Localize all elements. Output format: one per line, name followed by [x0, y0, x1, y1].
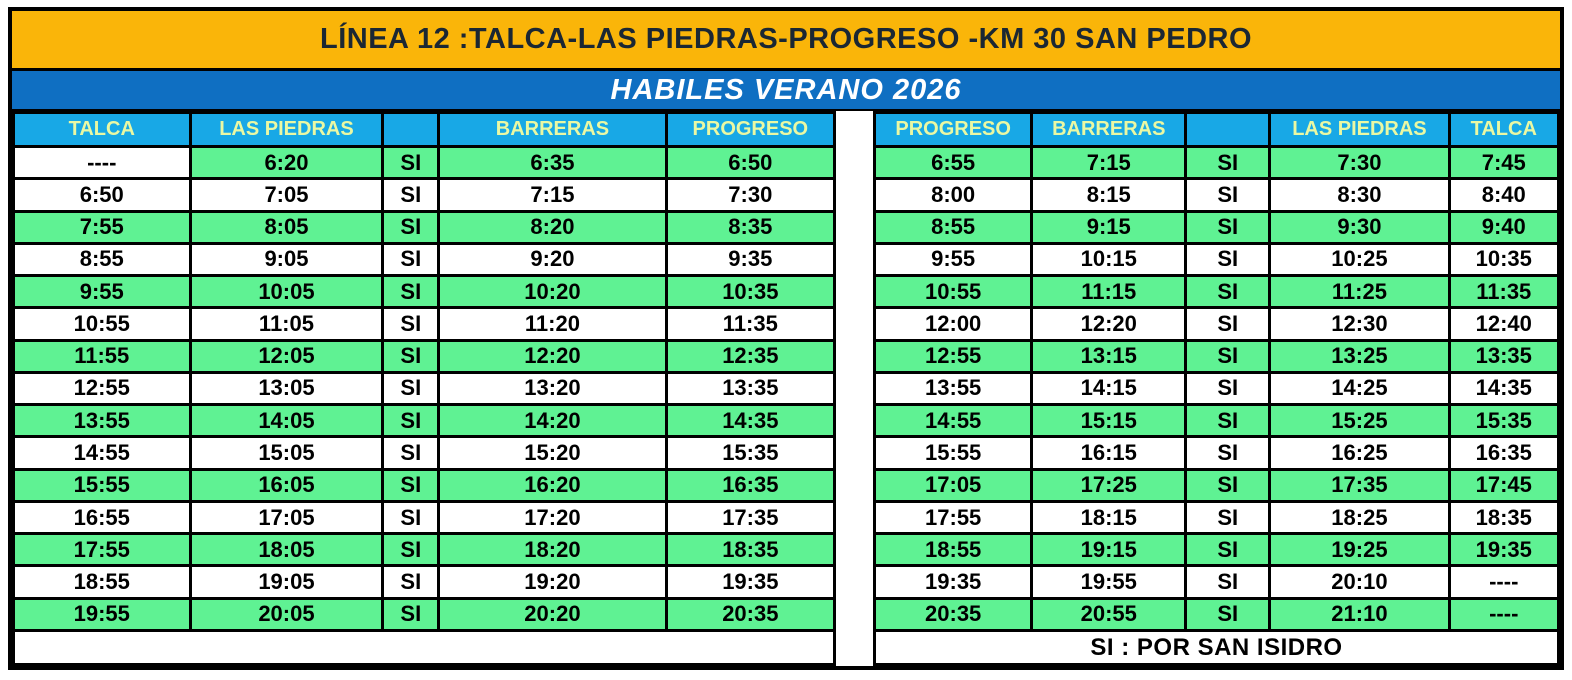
time-cell: 15:25 — [1270, 405, 1449, 437]
time-cell: 20:35 — [875, 598, 1032, 630]
via-san-isidro-cell: SI — [383, 405, 439, 437]
via-san-isidro-cell: SI — [1186, 147, 1270, 179]
time-cell: 17:05 — [190, 501, 383, 533]
via-san-isidro-cell: SI — [383, 179, 439, 211]
table-row — [875, 372, 1559, 404]
column-header-progreso: PROGRESO — [875, 113, 1032, 147]
time-cell: 20:10 — [1270, 566, 1449, 598]
time-cell: 17:55 — [875, 501, 1032, 533]
time-cell: 16:35 — [1449, 437, 1558, 469]
header-row — [14, 113, 835, 147]
table-row — [875, 308, 1559, 340]
column-header-barreras: BARRERAS — [439, 113, 666, 147]
time-cell: 20:05 — [190, 598, 383, 630]
time-cell: 14:25 — [1270, 372, 1449, 404]
time-cell: 13:55 — [14, 405, 191, 437]
time-cell: 16:25 — [1270, 437, 1449, 469]
table-row — [14, 437, 835, 469]
time-cell: 8:55 — [14, 243, 191, 275]
column-header-si — [383, 113, 439, 147]
time-cell: 14:15 — [1032, 372, 1186, 404]
line-title: LÍNEA 12 :TALCA-LAS PIEDRAS-PROGRESO -KM 30 SAN PEDRO — [319, 23, 1253, 55]
table-row — [14, 598, 835, 630]
outbound-footer-note — [14, 631, 835, 665]
time-cell: 17:35 — [666, 501, 834, 533]
via-san-isidro-cell: SI — [383, 211, 439, 243]
time-cell: 10:35 — [1449, 243, 1558, 275]
time-cell: 13:55 — [875, 372, 1032, 404]
tables-area — [12, 111, 1560, 666]
time-cell: 15:55 — [14, 469, 191, 501]
table-row — [14, 501, 835, 533]
time-cell: 10:20 — [439, 276, 666, 308]
time-cell: 15:20 — [439, 437, 666, 469]
time-cell: 14:35 — [1449, 372, 1558, 404]
time-cell: 20:35 — [666, 598, 834, 630]
column-header-las-piedras: LAS PIEDRAS — [1270, 113, 1449, 147]
footer-row — [14, 631, 835, 665]
time-cell: 14:55 — [875, 405, 1032, 437]
table-row — [875, 211, 1559, 243]
time-cell: 13:05 — [190, 372, 383, 404]
footer-row — [875, 631, 1559, 665]
time-cell: 15:15 — [1032, 405, 1186, 437]
via-san-isidro-cell: SI — [383, 372, 439, 404]
time-cell: 19:35 — [1449, 534, 1558, 566]
table-row — [14, 340, 835, 372]
column-header-si — [1186, 113, 1270, 147]
via-san-isidro-cell: SI — [1186, 598, 1270, 630]
table-row — [14, 211, 835, 243]
time-cell: 18:35 — [666, 534, 834, 566]
header-row — [875, 113, 1559, 147]
via-san-isidro-cell: SI — [383, 534, 439, 566]
via-san-isidro-cell: SI — [1186, 211, 1270, 243]
time-cell: 20:55 — [1032, 598, 1186, 630]
time-cell: 11:35 — [1449, 276, 1558, 308]
time-cell: 8:15 — [1032, 179, 1186, 211]
time-cell: 10:55 — [14, 308, 191, 340]
column-header-las-piedras: LAS PIEDRAS — [190, 113, 383, 147]
time-cell: 8:40 — [1449, 179, 1558, 211]
time-cell: 19:05 — [190, 566, 383, 598]
time-cell: 8:20 — [439, 211, 666, 243]
time-cell: 8:05 — [190, 211, 383, 243]
table-row — [14, 372, 835, 404]
table-row — [14, 534, 835, 566]
time-cell: 11:15 — [1032, 276, 1186, 308]
time-cell: 9:30 — [1270, 211, 1449, 243]
timetable-frame — [8, 7, 1564, 670]
time-cell: 7:30 — [1270, 147, 1449, 179]
time-cell: 11:55 — [14, 340, 191, 372]
time-cell: 10:15 — [1032, 243, 1186, 275]
via-san-isidro-cell: SI — [1186, 243, 1270, 275]
table-row — [875, 340, 1559, 372]
table-row — [875, 405, 1559, 437]
time-cell: 16:35 — [666, 469, 834, 501]
via-san-isidro-cell: SI — [1186, 469, 1270, 501]
table-row — [875, 566, 1559, 598]
time-cell: 8:35 — [666, 211, 834, 243]
via-san-isidro-cell: SI — [383, 340, 439, 372]
table-row — [875, 437, 1559, 469]
time-cell: 17:55 — [14, 534, 191, 566]
via-san-isidro-cell: SI — [383, 501, 439, 533]
time-cell: 15:35 — [666, 437, 834, 469]
outbound-timetable — [12, 111, 836, 666]
time-cell: 19:55 — [1032, 566, 1186, 598]
time-cell: 7:45 — [1449, 147, 1558, 179]
time-cell: 18:35 — [1449, 501, 1558, 533]
via-san-isidro-cell: SI — [383, 469, 439, 501]
via-san-isidro-cell: SI — [1186, 566, 1270, 598]
season-subtitle-bar — [12, 71, 1560, 111]
time-cell: ---- — [1449, 598, 1558, 630]
time-cell: 8:00 — [875, 179, 1032, 211]
time-cell: 17:35 — [1270, 469, 1449, 501]
via-san-isidro-cell: SI — [383, 243, 439, 275]
time-cell: 19:55 — [14, 598, 191, 630]
time-cell: 8:30 — [1270, 179, 1449, 211]
time-cell: 17:05 — [875, 469, 1032, 501]
time-cell: 7:30 — [666, 179, 834, 211]
table-row — [14, 179, 835, 211]
time-cell: 18:05 — [190, 534, 383, 566]
time-cell: 13:35 — [1449, 340, 1558, 372]
via-san-isidro-cell: SI — [383, 598, 439, 630]
time-cell: 9:15 — [1032, 211, 1186, 243]
time-cell: 6:20 — [190, 147, 383, 179]
time-cell: 19:25 — [1270, 534, 1449, 566]
time-cell: 14:05 — [190, 405, 383, 437]
time-cell: 18:15 — [1032, 501, 1186, 533]
time-cell: 19:15 — [1032, 534, 1186, 566]
time-cell: 12:55 — [14, 372, 191, 404]
time-cell: 11:35 — [666, 308, 834, 340]
time-cell: 10:55 — [875, 276, 1032, 308]
time-cell: 19:35 — [666, 566, 834, 598]
table-row — [14, 308, 835, 340]
via-san-isidro-cell: SI — [1186, 308, 1270, 340]
table-row — [875, 276, 1559, 308]
time-cell: 7:15 — [1032, 147, 1186, 179]
time-cell: 15:55 — [875, 437, 1032, 469]
time-cell: 7:55 — [14, 211, 191, 243]
time-cell: 13:35 — [666, 372, 834, 404]
return-timetable — [873, 111, 1560, 666]
time-cell: 9:55 — [875, 243, 1032, 275]
table-row — [14, 147, 835, 179]
time-cell: 13:15 — [1032, 340, 1186, 372]
time-cell: 11:25 — [1270, 276, 1449, 308]
time-cell: 10:35 — [666, 276, 834, 308]
time-cell: 12:55 — [875, 340, 1032, 372]
time-cell: 9:40 — [1449, 211, 1558, 243]
time-cell: 17:25 — [1032, 469, 1186, 501]
time-cell: 9:35 — [666, 243, 834, 275]
table-row — [875, 469, 1559, 501]
time-cell: ---- — [1449, 566, 1558, 598]
via-san-isidro-cell: SI — [1186, 372, 1270, 404]
time-cell: 17:45 — [1449, 469, 1558, 501]
via-san-isidro-cell: SI — [383, 308, 439, 340]
time-cell: 6:50 — [666, 147, 834, 179]
table-row — [875, 243, 1559, 275]
via-san-isidro-cell: SI — [1186, 179, 1270, 211]
time-cell: 18:25 — [1270, 501, 1449, 533]
time-cell: 18:55 — [14, 566, 191, 598]
column-header-talca: TALCA — [14, 113, 191, 147]
table-row — [14, 243, 835, 275]
time-cell: 16:55 — [14, 501, 191, 533]
time-cell: 19:35 — [875, 566, 1032, 598]
time-cell: 13:25 — [1270, 340, 1449, 372]
time-cell: 12:40 — [1449, 308, 1558, 340]
via-san-isidro-cell: SI — [383, 437, 439, 469]
time-cell: 9:05 — [190, 243, 383, 275]
time-cell: 14:55 — [14, 437, 191, 469]
time-cell: 15:05 — [190, 437, 383, 469]
time-cell: 12:35 — [666, 340, 834, 372]
via-san-isidro-cell: SI — [1186, 534, 1270, 566]
time-cell: 18:55 — [875, 534, 1032, 566]
time-cell: 12:00 — [875, 308, 1032, 340]
via-san-isidro-cell: SI — [1186, 340, 1270, 372]
time-cell: 12:20 — [1032, 308, 1186, 340]
via-san-isidro-cell: SI — [383, 276, 439, 308]
table-row — [875, 147, 1559, 179]
time-cell: 10:05 — [190, 276, 383, 308]
time-cell: 9:20 — [439, 243, 666, 275]
time-cell: 12:30 — [1270, 308, 1449, 340]
time-cell: 12:05 — [190, 340, 383, 372]
time-cell: 18:20 — [439, 534, 666, 566]
time-cell: 16:05 — [190, 469, 383, 501]
table-row — [875, 598, 1559, 630]
time-cell: ---- — [14, 147, 191, 179]
time-cell: 19:20 — [439, 566, 666, 598]
time-cell: 7:05 — [190, 179, 383, 211]
via-san-isidro-cell: SI — [1186, 501, 1270, 533]
via-san-isidro-cell: SI — [1186, 276, 1270, 308]
column-header-progreso: PROGRESO — [666, 113, 834, 147]
time-cell: 14:35 — [666, 405, 834, 437]
via-san-isidro-cell: SI — [383, 147, 439, 179]
table-row — [14, 276, 835, 308]
time-cell: 7:15 — [439, 179, 666, 211]
season-subtitle: HABILES VERANO 2026 — [610, 73, 962, 106]
time-cell: 6:50 — [14, 179, 191, 211]
time-cell: 17:20 — [439, 501, 666, 533]
table-row — [14, 566, 835, 598]
via-san-isidro-cell: SI — [1186, 437, 1270, 469]
table-row — [875, 501, 1559, 533]
time-cell: 16:15 — [1032, 437, 1186, 469]
time-cell: 6:35 — [439, 147, 666, 179]
table-row — [875, 534, 1559, 566]
table-row — [875, 179, 1559, 211]
time-cell: 6:55 — [875, 147, 1032, 179]
time-cell: 14:20 — [439, 405, 666, 437]
time-cell: 13:20 — [439, 372, 666, 404]
time-cell: 20:20 — [439, 598, 666, 630]
via-san-isidro-cell: SI — [1186, 405, 1270, 437]
time-cell: 11:20 — [439, 308, 666, 340]
table-row — [14, 469, 835, 501]
time-cell: 12:20 — [439, 340, 666, 372]
time-cell: 11:05 — [190, 308, 383, 340]
line-title-bar — [12, 11, 1560, 71]
column-header-barreras: BARRERAS — [1032, 113, 1186, 147]
time-cell: 8:55 — [875, 211, 1032, 243]
table-row — [14, 405, 835, 437]
san-isidro-legend: SI : POR SAN ISIDRO — [875, 631, 1559, 665]
time-cell: 9:55 — [14, 276, 191, 308]
column-header-talca: TALCA — [1449, 113, 1558, 147]
time-cell: 10:25 — [1270, 243, 1449, 275]
time-cell: 16:20 — [439, 469, 666, 501]
via-san-isidro-cell: SI — [383, 566, 439, 598]
time-cell: 21:10 — [1270, 598, 1449, 630]
time-cell: 15:35 — [1449, 405, 1558, 437]
table-divider-gap — [836, 111, 873, 666]
